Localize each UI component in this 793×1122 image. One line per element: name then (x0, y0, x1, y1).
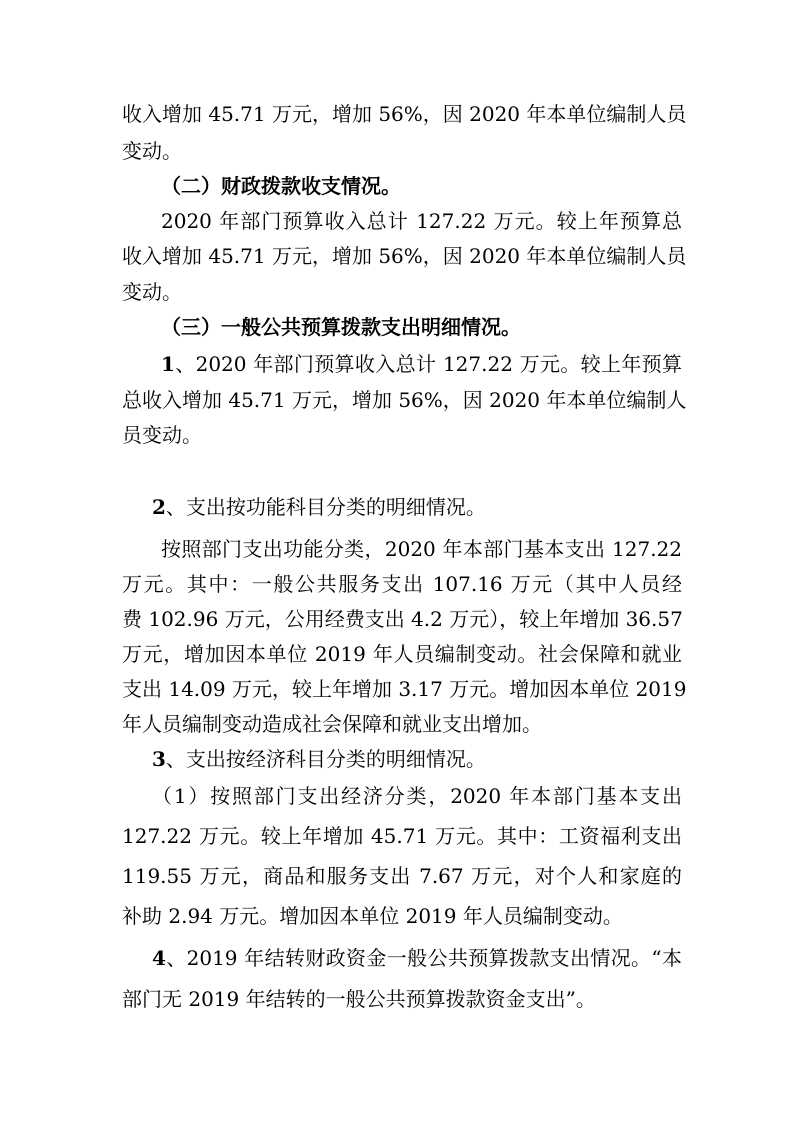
text-line: 2020 年部门预算收入总计 127.22 万元。较上年预算总 (161, 209, 682, 233)
text-line: 127.22 万元。较上年增加 45.71 万元。其中：工资福利支出 (122, 824, 682, 848)
item-text: 、2019 年结转财政资金一般公共预算拨款支出情况。“本 (165, 946, 682, 970)
item-number: 4 (152, 946, 166, 970)
text-line: 补助 2.94 万元。增加因本单位 2019 年人员编制变动。 (122, 904, 623, 928)
item-number: 3 (152, 747, 166, 771)
text-line: 收入增加 45.71 万元，增加 56%，因 2020 年本单位编制人员 (122, 244, 687, 268)
paragraph-3-heading (152, 749, 486, 769)
text-line: 收入增加 45.71 万元，增加 56%，因 2020 年本单位编制人员 (122, 102, 687, 126)
text-line: 年人员编制变动造成社会保障和就业支出增加。 (122, 712, 542, 736)
paragraph-2-heading (152, 497, 486, 517)
item-text: 、支出按功能科目分类的明细情况。 (165, 495, 486, 519)
item-text: 、支出按经济科目分类的明细情况。 (165, 747, 486, 771)
text-line: 员变动。 (122, 423, 202, 447)
item-number: 2 (152, 495, 166, 519)
text-line: 万元。其中：一般公共服务支出 107.16 万元（其中人员经 (122, 572, 682, 596)
paragraph-1-first-line (161, 354, 682, 374)
text-line: 万元，增加因本单位 2019 年人员编制变动。社会保障和就业 (122, 642, 682, 666)
text-line: （1）按照部门支出经济分类，2020 年本部门基本支出 (152, 784, 682, 808)
text-line: 部门无 2019 年结转的一般公共预算拨款资金支出”。 (122, 987, 596, 1011)
paragraph-4-first-line (152, 948, 682, 968)
text-line: 变动。 (122, 139, 182, 163)
text-line: 总收入增加 45.71 万元，增加 56%，因 2020 年本单位编制人 (122, 388, 687, 412)
text-line: 按照部门支出功能分类，2020 年本部门基本支出 127.22 (161, 537, 682, 561)
item-text: 、2020 年部门预算收入总计 127.22 万元。较上年预算 (174, 352, 682, 376)
item-number: 1 (161, 352, 175, 376)
text-line: 支出 14.09 万元，较上年增加 3.17 万元。增加因本单位 2019 (122, 677, 687, 701)
section-heading-2: （二）财政拨款收支情况。 (161, 174, 401, 198)
section-heading-3: （三）一般公共预算拨款支出明细情况。 (161, 315, 521, 339)
text-line: 变动。 (122, 280, 182, 304)
text-line: 费 102.96 万元，公用经费支出 4.2 万元），较上年增加 36.57 (122, 607, 683, 631)
text-line: 119.55 万元，商品和服务支出 7.67 万元，对个人和家庭的 (122, 864, 682, 888)
